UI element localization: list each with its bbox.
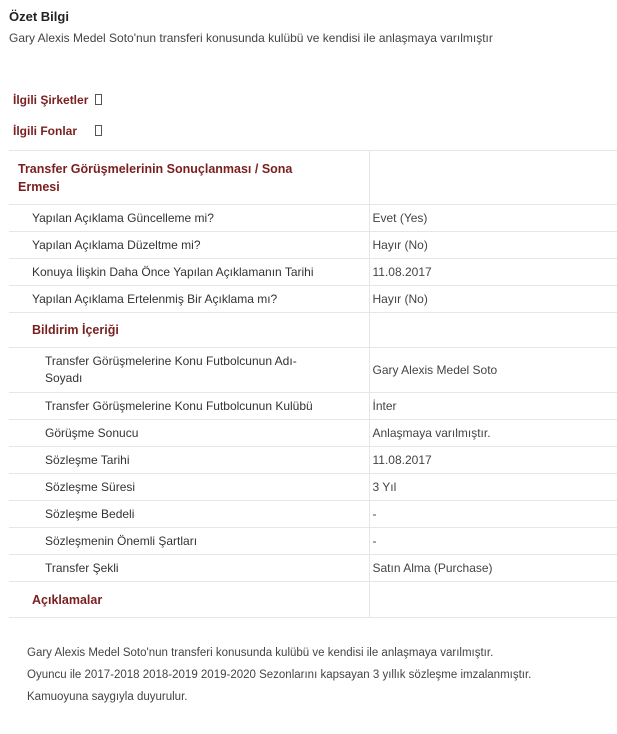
row-value: 3 Yıl [369, 474, 617, 501]
related-funds-label: İlgili Fonlar [13, 124, 78, 138]
explanation-line: Gary Alexis Medel Soto'nun transferi konusunda kulübü ve kendisi ile anlaşmaya varılmıştır. [27, 647, 494, 659]
row-value: İnter [369, 393, 617, 420]
row-label: Yapılan Açıklama Ertelenmiş Bir Açıklama mı? [9, 286, 369, 313]
row-value: Hayır (No) [369, 232, 617, 259]
row-label: Transfer Görüşmelerine Konu Futbolcunun Kulübü [9, 393, 369, 420]
row-value: Anlaşmaya varılmıştır. [369, 420, 617, 447]
table-row [9, 205, 617, 232]
explanation-line: Kamuoyuna saygıyla duyurulur. [27, 691, 188, 703]
section-header-row [9, 582, 617, 618]
row-label: Yapılan Açıklama Düzeltme mi? [9, 232, 369, 259]
table-row [9, 474, 617, 501]
row-value: Hayır (No) [369, 286, 617, 313]
table-row [9, 420, 617, 447]
expand-box-icon [95, 125, 102, 136]
section-title-notification-content: Bildirim İçeriği [32, 323, 119, 337]
row-label: Görüşme Sonucu [9, 420, 369, 447]
row-value: - [369, 528, 617, 555]
table-row [9, 348, 617, 393]
section-header-row [9, 313, 617, 348]
row-label: Yapılan Açıklama Güncelleme mi? [9, 205, 369, 232]
section-header-row [9, 151, 617, 205]
summary-text: Gary Alexis Medel Soto'nun transferi konusunda kulübü ve kendisi ile anlaşmaya varılmıştır [9, 31, 493, 45]
explanations-text [27, 642, 531, 708]
row-label: Konuya İlişkin Daha Önce Yapılan Açıklamanın Tarihi [9, 259, 369, 286]
row-value: - [369, 501, 617, 528]
related-funds-link[interactable] [13, 124, 102, 138]
table-row [9, 501, 617, 528]
table-row [9, 528, 617, 555]
table-row [9, 259, 617, 286]
section-title-transfer-results: Transfer Görüşmelerinin Sonuçlanması / Sona Ermesi [18, 161, 293, 194]
row-label: Transfer Şekli [9, 555, 369, 582]
related-companies-link[interactable] [13, 93, 102, 107]
section-title-explanations: Açıklamalar [32, 592, 103, 607]
related-companies-label: İlgili Şirketler [13, 93, 89, 107]
table-row [9, 555, 617, 582]
table-row [9, 447, 617, 474]
row-value: Evet (Yes) [369, 205, 617, 232]
row-value: Gary Alexis Medel Soto [369, 348, 617, 393]
row-label: Sözleşme Bedeli [9, 501, 369, 528]
row-value: 11.08.2017 [369, 259, 617, 286]
disclosure-table [9, 150, 617, 618]
table-row [9, 286, 617, 313]
row-label: Transfer Görüşmelerine Konu Futbolcunun Adı-Soyadı [45, 354, 297, 385]
row-label: Sözleşmenin Önemli Şartları [9, 528, 369, 555]
explanation-line: Oyuncu ile 2017-2018 2018-2019 2019-2020 Sezonlarını kapsayan 3 yıllık sözleşme imzalanmıştır. [27, 669, 532, 681]
table-row [9, 393, 617, 420]
row-label: Sözleşme Süresi [9, 474, 369, 501]
row-value: 11.08.2017 [369, 447, 617, 474]
row-value: Satın Alma (Purchase) [369, 555, 617, 582]
table-row [9, 232, 617, 259]
summary-title: Özet Bilgi [9, 9, 69, 24]
expand-box-icon [95, 94, 102, 105]
row-label: Sözleşme Tarihi [9, 447, 369, 474]
